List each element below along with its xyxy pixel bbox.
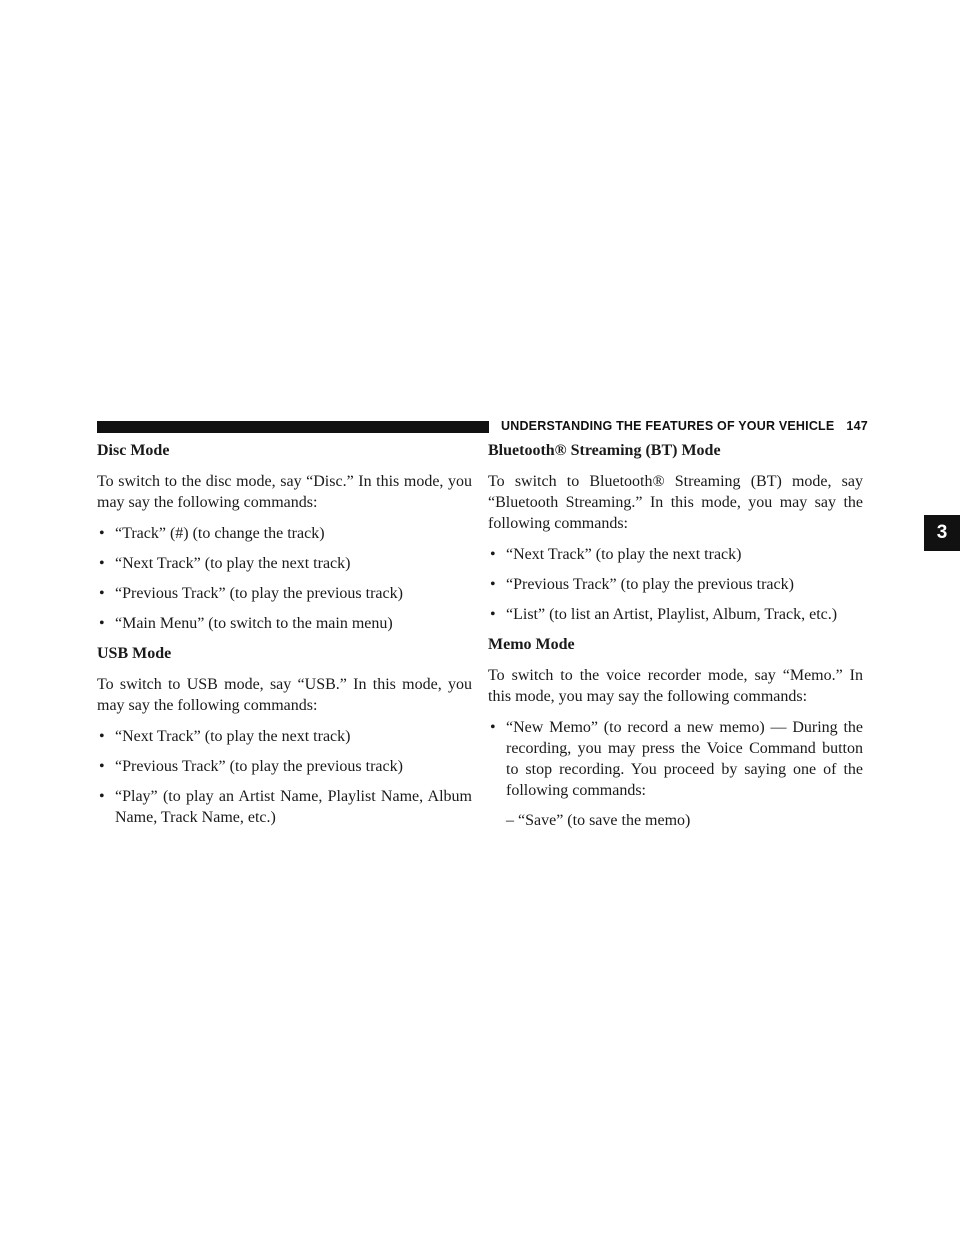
disc-mode-heading: Disc Mode <box>97 442 170 459</box>
bt-mode-commands <box>488 544 863 625</box>
list-item: • “New Memo” (to record a new memo) — During the recording, you may press the Voice Command button to stop recording. You proceed by saying one of the following commands: <box>490 719 863 799</box>
usb-mode-heading: USB Mode <box>97 645 172 662</box>
bullet-icon: • <box>99 555 105 572</box>
list-item: • “Previous Track” (to play the previous track) <box>99 585 403 602</box>
bullet-icon: • <box>490 719 496 736</box>
memo-mode-intro: To switch to the voice recorder mode, say “Memo.” In this mode, you may say the following commands: <box>488 667 863 705</box>
list-item: • “Previous Track” (to play the previous track) <box>490 576 794 593</box>
list-item: • “Main Menu” (to switch to the main menu) <box>99 615 393 632</box>
bullet-icon: • <box>490 606 496 623</box>
header-title: UNDERSTANDING THE FEATURES OF YOUR VEHICLE <box>501 419 835 433</box>
bullet-icon: • <box>99 728 105 745</box>
disc-mode-intro: To switch to the disc mode, say “Disc.” In this mode, you may say the following commands: <box>97 473 472 511</box>
chapter-tab: 3 <box>924 515 960 551</box>
list-item: • “Next Track” (to play the next track) <box>99 728 351 745</box>
bullet-icon: • <box>99 788 105 805</box>
bullet-icon: • <box>99 585 105 602</box>
list-item: • “Track” (#) (to change the track) <box>99 525 325 542</box>
usb-mode-commands <box>97 726 472 828</box>
page-number: 147 <box>846 419 868 433</box>
list-item: • “Play” (to play an Artist Name, Playlist Name, Album Name, Track Name, etc.) <box>99 788 472 826</box>
bullet-icon: • <box>99 758 105 775</box>
bullet-icon: • <box>99 615 105 632</box>
header-rule <box>97 421 489 433</box>
right-column <box>488 440 863 841</box>
left-column <box>97 440 472 837</box>
running-header <box>501 419 868 433</box>
usb-mode-intro: To switch to USB mode, say “USB.” In this mode, you may say the following commands: <box>97 676 472 714</box>
list-item: • “Next Track” (to play the next track) <box>490 546 742 563</box>
bullet-icon: • <box>490 546 496 563</box>
bt-mode-heading: Bluetooth® Streaming (BT) Mode <box>488 442 721 459</box>
list-item: • “Next Track” (to play the next track) <box>99 555 351 572</box>
bt-mode-intro: To switch to Bluetooth® Streaming (BT) mode, say “Bluetooth Streaming.” In this mode, you may say the following commands: <box>488 473 863 532</box>
memo-mode-heading: Memo Mode <box>488 636 575 653</box>
disc-mode-commands <box>97 523 472 634</box>
bullet-icon: • <box>490 576 496 593</box>
memo-save-command: – “Save” (to save the memo) <box>506 812 691 829</box>
memo-mode-commands <box>488 717 863 801</box>
list-item: • “List” (to list an Artist, Playlist, Album, Track, etc.) <box>490 606 838 623</box>
bullet-icon: • <box>99 525 105 542</box>
list-item: • “Previous Track” (to play the previous track) <box>99 758 403 775</box>
